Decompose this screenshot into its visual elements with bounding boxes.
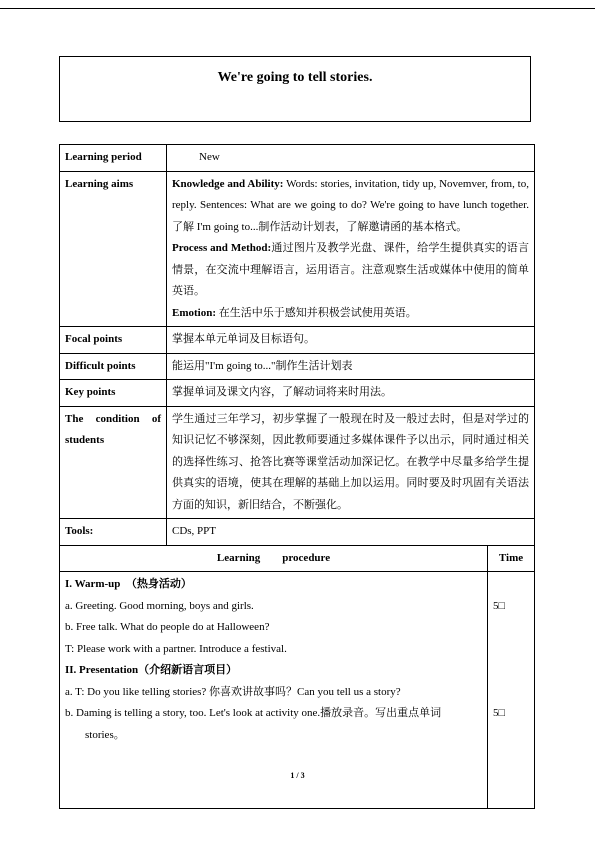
presentation-item-a: a. T: Do you like telling stories? 你喜欢讲故事吗？Can you tell us a story? — [65, 685, 401, 698]
row-condition — [60, 406, 535, 519]
row-learning-period — [60, 145, 535, 172]
page-number: 1 / 3 — [290, 771, 305, 780]
process-text: 通过图片及教学光盘、课件，给学生提供真实的语言情景，在交流中理解语言，运用语言。注意观察生活或媒体中使用的简单英语。 — [172, 242, 530, 297]
key-points-label: Key points — [60, 380, 167, 407]
emotion-text: 在生活中乐于感知并积极尝试使用英语。 — [216, 306, 417, 319]
emotion-label: Emotion: — [172, 306, 216, 319]
warmup-line-instruction: T: Please work with a partner. Introduce a festival. — [65, 642, 287, 655]
difficult-points-value: 能运用"I'm going to..."制作生活计划表 — [167, 353, 535, 380]
procedure-header: Learning procedure — [60, 545, 488, 572]
condition-value: 学生通过三年学习，初步掌握了一般现在时及一般过去时，但是对学过的知识记忆不够深刻，因此教师要通过多媒体课件予以出示，同时通过相关的选择性练习、抢答比赛等课堂活动加深记忆。在教学中尽量多给学生提供真实的语境，使其在理解的基础上加以运用。同时要及时巩固有关语法方面的知识，新旧结合，不断强化。 — [167, 406, 535, 519]
learning-aims-label: Learning aims — [60, 171, 167, 327]
key-points-value: 掌握单词及课文内容，了解动词将来时用法。 — [167, 380, 535, 407]
row-tools — [60, 519, 535, 546]
condition-label: The condition of students — [60, 406, 167, 519]
document-title: We're going to tell stories. — [217, 70, 373, 85]
process-label: Process and Method: — [172, 242, 272, 254]
row-key-points — [60, 380, 535, 407]
tools-label: Tools: — [60, 519, 167, 546]
presentation-item-b: b. Daming is telling a story, too. Let's look at activity one.播放录音。写出重点单词 stories。 — [65, 707, 442, 741]
knowledge-text: Words: stories, invitation, tidy up, Novemver, from, to, reply. Sentences: What are we going to do? We're going to have lunch together.了解 I'm going to...制作活动计划表，了解邀请函的基本格式。 — [172, 177, 529, 233]
warmup-line-greeting: a. Greeting. Good morning, boys and girls. — [65, 599, 254, 612]
learning-aims-content — [167, 171, 535, 327]
focal-points-value: 掌握本单元单词及目标语句。 — [167, 327, 535, 354]
title-box — [59, 56, 531, 122]
tools-value: CDs, PPT — [167, 519, 535, 546]
header-rule — [0, 8, 595, 9]
learning-period-value: New — [167, 145, 535, 172]
presentation-time: 5□ — [493, 707, 506, 719]
learning-period-label: Learning period — [60, 145, 167, 172]
knowledge-label: Knowledge and Ability: — [172, 177, 284, 190]
row-focal-points — [60, 327, 535, 354]
row-difficult-points — [60, 353, 535, 380]
presentation-heading: II. Presentation（介绍新语言项目） — [65, 664, 238, 676]
time-header: Time — [488, 545, 535, 572]
row-learning-aims — [60, 171, 535, 327]
warmup-line-free-talk: b. Free talk. What do people do at Halloween? — [65, 621, 270, 633]
difficult-points-label: Difficult points — [60, 353, 167, 380]
lesson-plan-table — [59, 144, 535, 809]
warmup-heading: I. Warm-up （热身活动） — [65, 578, 192, 590]
row-procedure-header — [60, 545, 535, 572]
focal-points-label: Focal points — [60, 327, 167, 354]
warmup-time: 5□ — [493, 599, 506, 612]
